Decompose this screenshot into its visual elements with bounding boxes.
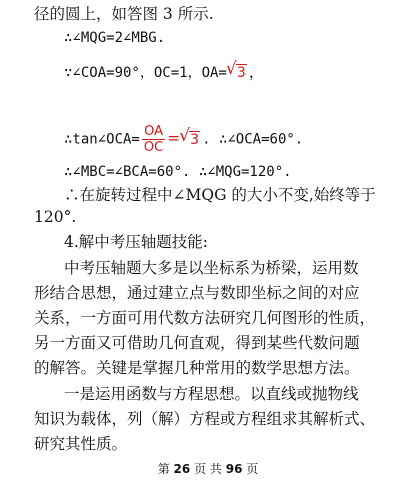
footer-page-number: 26 (173, 462, 191, 476)
text-line-3-part-b: ， (248, 63, 265, 81)
text-line-4 (64, 124, 303, 155)
equals-sign: = (167, 129, 181, 148)
fraction-numerator: OA (142, 124, 165, 140)
text-line-3-part-a: ∵∠COA=90°，OC=1，OA= (64, 65, 227, 81)
text-line-11: 关系，一方面可用代数方法研究几何图形的性质， (34, 309, 376, 327)
text-line-3 (64, 62, 264, 83)
text-line-1: 径的圆上，如答图 3 所示. (34, 5, 214, 23)
text-line-14: 一是运用函数与方程思想。以直线或抛物线 (64, 385, 359, 403)
page-footer (0, 460, 416, 477)
sqrt-expression-2 (180, 129, 200, 150)
footer-middle: 页 共 (194, 462, 222, 476)
text-line-13: 的解答。关键是掌握几种常用的数学思想方法。 (34, 359, 360, 377)
footer-total-pages: 96 (225, 462, 243, 476)
sqrt-radicand-2: 3 (190, 131, 200, 148)
text-line-5: ∴∠MBC=∠BCA=60°. ∴∠MQG=120°. (64, 164, 292, 180)
text-line-4-part-b: . ∴∠OCA=60°. (202, 131, 304, 148)
text-line-4-part-a: ∴tan∠OCA= (64, 131, 140, 148)
text-line-7: 120°. (34, 208, 77, 226)
text-line-6: ∴在旋转过程中∠MQG 的大小不变,始终等于 (64, 186, 376, 204)
sqrt-expression (227, 62, 247, 83)
footer-prefix: 第 (157, 462, 170, 476)
sqrt-radicand: 3 (236, 65, 246, 81)
text-line-15: 知识为载体，列（解）方程或方程组求其解析式、 (34, 410, 376, 428)
text-line-16: 研究其性质。 (34, 435, 128, 453)
fraction-oa-oc (142, 124, 165, 155)
footer-suffix: 页 (246, 462, 259, 476)
text-line-10: 形结合思想，通过建立点与数即坐标之间的对应 (34, 284, 360, 302)
text-line-2: ∴∠MQG=2∠MBG. (64, 30, 166, 46)
text-line-9: 中考压轴题大多是以坐标系为桥梁，运用数 (64, 259, 359, 277)
fraction-denominator: OC (143, 140, 164, 155)
text-line-12: 另一方面又可借助几何直观，得到某些代数问题 (34, 334, 360, 352)
section-heading: 4.解中考压轴题技能: (64, 233, 209, 251)
